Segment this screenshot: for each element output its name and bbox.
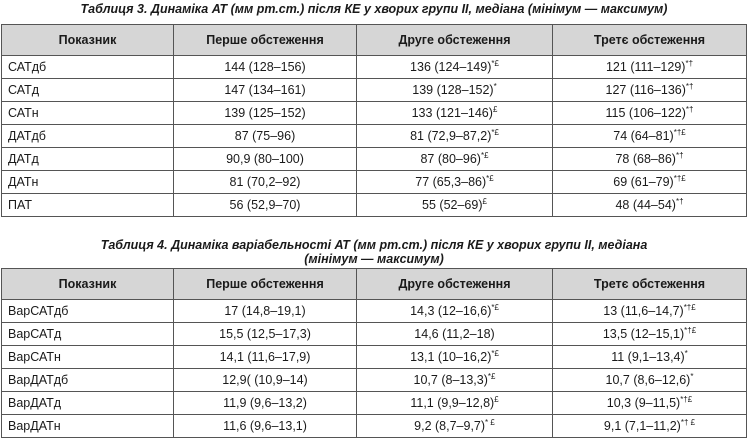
cell-second-exam [357, 194, 553, 217]
significance-marks: *† [685, 58, 694, 68]
significance-marks: *† [685, 81, 694, 91]
column-header: Перше обстеження [174, 25, 357, 56]
table3 [1, 24, 747, 217]
table3-body [2, 56, 747, 217]
significance-marks: £ [492, 104, 498, 114]
table-row [2, 415, 747, 438]
row-label: ДАТд [2, 148, 174, 171]
column-header: Друге обстеження [357, 269, 553, 300]
significance-marks: £ [494, 394, 499, 404]
row-label: ДАТн [2, 171, 174, 194]
cell-first-exam: 81 (70,2–92) [174, 171, 357, 194]
cell-second-exam-value: 14,6 (11,2–18) [414, 327, 495, 341]
cell-second-exam [357, 323, 553, 346]
cell-third-exam [553, 125, 747, 148]
cell-third-exam [553, 346, 747, 369]
significance-marks: *†£ [684, 325, 697, 335]
column-header: Показник [2, 269, 174, 300]
cell-first-exam: 14,1 (11,6–17,9) [174, 346, 357, 369]
significance-marks: *† [675, 196, 684, 206]
cell-third-exam [553, 102, 747, 125]
cell-third-exam [553, 415, 747, 438]
row-label: САТд [2, 79, 174, 102]
cell-third-exam-value: 13 (11,6–14,7) [603, 304, 684, 318]
table4-body [2, 300, 747, 438]
cell-third-exam-value: 121 (111–129) [605, 60, 686, 74]
cell-second-exam [357, 300, 553, 323]
table-row [2, 392, 747, 415]
table3-header-row [2, 25, 747, 56]
cell-second-exam-value: 136 (124–149) [410, 60, 492, 74]
significance-marks: *£ [491, 302, 499, 312]
significance-marks: *† £ [680, 417, 696, 427]
cell-third-exam [553, 194, 747, 217]
row-label: САТдб [2, 56, 174, 79]
cell-third-exam [553, 79, 747, 102]
cell-second-exam-value: 11,1 (9,9–12,8) [410, 396, 495, 410]
significance-marks: * £ [485, 417, 495, 427]
cell-second-exam-value: 10,7 (8–13,3) [413, 373, 488, 387]
cell-second-exam [357, 56, 553, 79]
cell-second-exam-value: 77 (65,3–86) [415, 175, 487, 189]
cell-second-exam-value: 14,3 (12–16,6) [410, 304, 492, 318]
table4-header-row [2, 269, 747, 300]
cell-third-exam-value: 10,7 (8,6–12,6) [605, 373, 691, 387]
cell-first-exam: 139 (125–152) [174, 102, 357, 125]
table-row [2, 171, 747, 194]
cell-third-exam-value: 9,1 (7,1–11,2) [603, 419, 681, 433]
row-label: ДАТдб [2, 125, 174, 148]
cell-third-exam-value: 74 (64–81) [613, 129, 674, 143]
cell-third-exam-value: 11 (9,1–13,4) [611, 350, 685, 364]
cell-first-exam: 147 (134–161) [174, 79, 357, 102]
cell-second-exam-value: 81 (72,9–87,2) [410, 129, 492, 143]
cell-second-exam-value: 133 (121–146) [411, 106, 493, 120]
table-row [2, 194, 747, 217]
table4-caption-line1: Таблиця 4. Динаміка варіабельності АТ (мм рт.ст.) після КЕ у хворих групи ІІ, медіана [100, 238, 648, 252]
table-row [2, 323, 747, 346]
column-header: Перше обстеження [174, 269, 357, 300]
significance-marks: *†£ [673, 173, 686, 183]
row-label: ВарСАТн [2, 346, 174, 369]
column-header: Друге обстеження [357, 25, 553, 56]
cell-first-exam: 87 (75–96) [174, 125, 357, 148]
table4-caption-line2: (мінімум — максимум) [304, 252, 444, 266]
cell-first-exam: 12,9( (10,9–14) [174, 369, 357, 392]
table-row [2, 56, 747, 79]
row-label: ВарДАТдб [2, 369, 174, 392]
significance-marks: *† [675, 150, 684, 160]
cell-third-exam [553, 323, 747, 346]
table-row [2, 79, 747, 102]
cell-second-exam [357, 148, 553, 171]
column-header: Показник [2, 25, 174, 56]
significance-marks: *£ [480, 150, 489, 160]
significance-marks: *£ [491, 58, 499, 68]
table-row [2, 300, 747, 323]
row-label: ВарДАТд [2, 392, 174, 415]
cell-second-exam [357, 171, 553, 194]
cell-first-exam: 144 (128–156) [174, 56, 357, 79]
significance-marks: *† [685, 104, 694, 114]
table3-caption: Таблиця 3. Динаміка АТ (мм рт.ст.) після КЕ у хворих групи ІІ, медіана (мінімум — максимум) [80, 2, 668, 16]
cell-third-exam [553, 56, 747, 79]
cell-second-exam-value: 9,2 (8,7–9,7) [414, 419, 486, 433]
table-row [2, 148, 747, 171]
cell-second-exam-value: 55 (52–69) [422, 198, 483, 212]
cell-third-exam-value: 69 (61–79) [613, 175, 674, 189]
cell-second-exam [357, 79, 553, 102]
row-label: ПАТ [2, 194, 174, 217]
significance-marks: *£ [491, 348, 499, 358]
row-label: САТн [2, 102, 174, 125]
cell-second-exam-value: 139 (128–152) [412, 83, 494, 97]
cell-third-exam-value: 10,3 (9–11,5) [606, 396, 681, 410]
cell-third-exam [553, 171, 747, 194]
cell-third-exam-value: 13,5 (12–15,1) [602, 327, 685, 341]
significance-marks: * [684, 348, 688, 358]
table-row [2, 125, 747, 148]
table-row [2, 369, 747, 392]
cell-third-exam [553, 369, 747, 392]
cell-first-exam: 11,6 (9,6–13,1) [174, 415, 357, 438]
cell-third-exam-value: 78 (68–86) [615, 152, 676, 166]
column-header: Третє обстеження [553, 269, 747, 300]
row-label: ВарСАТдб [2, 300, 174, 323]
cell-third-exam [553, 392, 747, 415]
cell-first-exam: 17 (14,8–19,1) [174, 300, 357, 323]
cell-third-exam-value: 127 (116–136) [605, 83, 686, 97]
cell-second-exam [357, 392, 553, 415]
cell-second-exam-value: 87 (80–96) [420, 152, 481, 166]
significance-marks: *†£ [683, 302, 696, 312]
column-header: Третє обстеження [553, 25, 747, 56]
cell-first-exam: 15,5 (12,5–17,3) [174, 323, 357, 346]
cell-second-exam [357, 125, 553, 148]
row-label: ВарСАТд [2, 323, 174, 346]
significance-marks: £ [482, 196, 487, 206]
significance-marks: *†£ [680, 394, 693, 404]
significance-marks: *£ [487, 371, 496, 381]
table4-caption [0, 238, 748, 266]
significance-marks: *†£ [673, 127, 686, 137]
table-row [2, 102, 747, 125]
cell-third-exam [553, 300, 747, 323]
table4 [1, 268, 747, 438]
significance-marks: * [493, 81, 497, 91]
cell-second-exam [357, 415, 553, 438]
row-label: ВарДАТн [2, 415, 174, 438]
significance-marks: *£ [491, 127, 499, 137]
cell-first-exam: 90,9 (80–100) [174, 148, 357, 171]
table-row [2, 346, 747, 369]
significance-marks: *£ [486, 173, 494, 183]
cell-third-exam-value: 115 (106–122) [605, 106, 686, 120]
cell-second-exam [357, 346, 553, 369]
cell-third-exam-value: 48 (44–54) [615, 198, 676, 212]
cell-second-exam [357, 102, 553, 125]
cell-second-exam-value: 13,1 (10–16,2) [410, 350, 492, 364]
cell-third-exam [553, 148, 747, 171]
cell-first-exam: 56 (52,9–70) [174, 194, 357, 217]
cell-first-exam: 11,9 (9,6–13,2) [174, 392, 357, 415]
cell-second-exam [357, 369, 553, 392]
significance-marks: * [690, 371, 694, 381]
